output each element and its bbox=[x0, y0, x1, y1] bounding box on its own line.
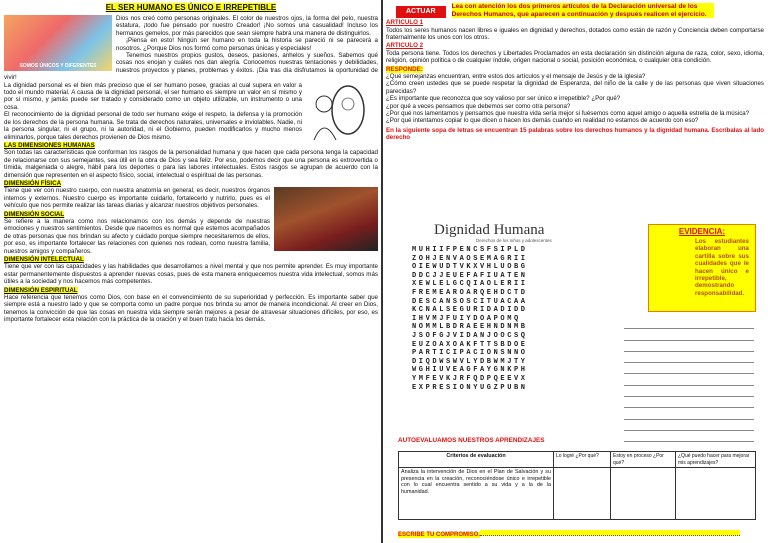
grid-row: OIEWUDTVKXVHLUOBG bbox=[412, 263, 528, 272]
grid-row: EXPRESIONYUGZPUBN bbox=[412, 383, 528, 392]
left-column bbox=[4, 0, 378, 543]
section-heading-spiritual: DIMENSIÓN ESPIRITUAL bbox=[4, 286, 78, 294]
self-evaluation-title: AUTOEVALUAMOS NUESTROS APRENDIZAJES bbox=[398, 437, 545, 444]
dignity-paragraph-2: El reconocimiento de la dignidad personal de todo ser humano exige el respeto, la defensa y la promoción de los derechos de la persona humana. Se trata de derechos naturales, universales e inviolables. Nadie, ni la persona singular, ni el grupo, ni la autoridad, ni el Gobierno, pueden modificarlos y mucho menos eliminarlos, porque tales derechos provienen de Dios mismo. bbox=[4, 111, 302, 141]
grid-row: DIQDWSWVLYDBWMJTY bbox=[412, 357, 528, 366]
evaluation-table bbox=[398, 451, 756, 520]
responde-heading: RESPONDE: bbox=[386, 65, 423, 73]
section-heading-physical: DIMENSIÓN FÍSICA bbox=[4, 179, 62, 187]
section-heading-social: DIMENSIÓN SOCIAL bbox=[4, 210, 65, 218]
grid-row: JSOFGJVIDANJOOCSQ bbox=[412, 331, 528, 340]
column-divider bbox=[381, 0, 383, 543]
mirror-illustration bbox=[306, 82, 378, 142]
kids-caption: SOMOS ÚNICOS Y DIFERENTES bbox=[19, 62, 97, 69]
answer-line[interactable] bbox=[624, 352, 754, 363]
table-cell-criteria: Analiza la intervención de Dios en el Plan de Salvación y su presencia en la creación, reconociéndose único e irrepetible con lo cual encuentra sentido a su vida y a la de la humanidad. bbox=[399, 468, 554, 520]
dimensions-text: Son todas las características que conforman los rasgos de la personalidad humana y que hacen que cada persona tenga la capacidad de relacionarse con sus semejantes, sea útil en la obra de Dios y sea feliz. Por eso, podemos decir que una persona es extrovertida o tímida, malgeniada o alegre, hábil para los deportes o para las labores intelectuales. Estos rasgos se agrupan de acuerdo con la dimensión que representen en el aspecto físico, social, intelectual o espiritual de las personas. bbox=[4, 149, 378, 179]
dignity-paragraph-1: La dignidad personal es el bien más precioso que el ser humano posee, gracias al cual supera en valor a todo el mundo material. A causa de la dignidad personal, el ser humano es siempre un valor en sí mismo y por sí mismo, y jamás puede ser tratado y considerado como un objeto utilizable, un instrumento o una cosa. bbox=[4, 81, 302, 111]
grid-row: NOMMLBDRAEEHNDNMB bbox=[412, 323, 528, 332]
question-1: ¿Qué semejanzas encuentran, entre estos dos artículos y el mensaje de Jesús y de la iglesia? bbox=[386, 73, 646, 81]
answer-line[interactable] bbox=[624, 341, 754, 352]
article-2-title: ARTICULO 2 bbox=[386, 42, 424, 50]
evidence-title: EVIDENCIA: bbox=[678, 227, 726, 236]
table-header-achieved: Lo logré ¿Por qué? bbox=[554, 452, 611, 468]
table-cell-achieved[interactable] bbox=[554, 468, 611, 520]
word-search bbox=[404, 222, 604, 392]
answer-line[interactable] bbox=[624, 386, 754, 397]
table-header-criteria: Criterios de evaluación bbox=[399, 452, 554, 468]
social-text: Se refiere a la manera como nos relacionamos con los demás y depende de nuestras emociones y nuestros sentimientos. Desde que nacemos es normal que estemos acompañados de otras personas que nos brindan su afecto y cuidado porque siempre necesitaremos de ellos, por eso, es importante fortalecer las relaciones con quienes nos rodean, como nuestra familia, nuestros amigos y compañeros. bbox=[4, 217, 270, 255]
table-header-improve: ¿Qué puedo hacer para mejorar mis aprendizajes? bbox=[676, 452, 756, 468]
commitment-line bbox=[398, 530, 740, 539]
commitment-blank[interactable] bbox=[480, 530, 740, 536]
answer-line[interactable] bbox=[624, 363, 754, 374]
grid-row: MUHIIFPENCSFSIPLD bbox=[412, 246, 528, 254]
article-2-text: Toda persona tiene. Todos los derechos y Libertades Proclamados en esta declaración sin distinción alguna de raza, color, sexo, idioma, religión, opinión política o de cualquier índole, origen nacional o social, posición económica, o cualquier otra condición. bbox=[386, 49, 764, 65]
grid-row: ZOHJENVAOSEMAGRII bbox=[412, 254, 528, 263]
intro-paragraph-3: Tenemos nuestros propios gustos, deseos, pasiones, anhelos y sueños. Sabemos qué cosas nos enojan y cuáles nos dan alegría. Conocemos nuestras tentaciones y debilidades, nuestros proyectos y planes, problemas y éxitos. ¡Dia tras día disfrutamos la oportunidad de vivir! bbox=[4, 52, 378, 82]
question-6: ¿Por qué intentamos copiar lo que dicen o hacen los demás cuando en realidad no estamos de acuerdo con eso? bbox=[386, 117, 699, 125]
question-4: ¿por qué a veces pensamos que debemos ser como otra persona? bbox=[386, 102, 571, 110]
answer-line[interactable] bbox=[624, 318, 754, 329]
commitment-label: ESCRIBE TU COMPROMISO. bbox=[398, 532, 481, 538]
evidence-box bbox=[648, 224, 756, 312]
answer-line[interactable] bbox=[624, 431, 754, 442]
section-heading-intellectual: DIMENSIÓN INTELECTUAL bbox=[4, 256, 84, 263]
right-column bbox=[386, 0, 764, 543]
intro-paragraph-2: ¡Piensa en esto! Ningún ser humano en toda la historia se pareció ni se parecerá a nosotros. ¿Porque Dios nos formó como personas únicas y especiales! bbox=[116, 37, 378, 52]
question-5: ¿Por qué nos lamentamos y pensamos que nuestra vida sería mejor si fuésemos como aquel amigo o aquella estrella de la música? bbox=[386, 110, 750, 118]
answer-line[interactable] bbox=[624, 420, 754, 431]
kids-illustration bbox=[4, 15, 112, 71]
grid-row: DESCANSOSCITUACAA bbox=[412, 297, 528, 306]
grid-row: DDCJJEUEFAFIUATEN bbox=[412, 271, 528, 280]
instruction-text: Lea con atención los dos primeros artículos de la Declaración universal de los Derechos Humanos, que aparecen a continuación y después realicen el ejercicio. bbox=[452, 3, 714, 18]
evidence-text: Los estudiantes elaboran una cartilla sobre sus cualidades que le hacen único e irrepetible, demostrando responsabilidad. bbox=[695, 238, 749, 297]
question-3: ¿Es importante que reconozca que soy valioso por ser único e irrepetible? ¿Por qué? bbox=[386, 95, 621, 103]
spiritual-text: Hace referencia que tenemos como Dios, con base en el convencimiento de su superioridad y perfección. Es importante saber que siempre está a nuestro lado y que se comporta como un padre porque nos brinda su amor de manera incondicional. Al creer en Dios, tenemos la convicción de que las cosas en nuestra vida siempre serán mejores a pesar de atravesar situaciones difíciles, por eso, es importante fortalecer esta relación con la práctica de la oración y el buen trato hacia los demás. bbox=[4, 294, 378, 324]
question-2: ¿Cómo creen ustedes que se puede respetar la dignidad de Esperanza, del niño de la calle y de las personas que viven situaciones parecidas? bbox=[386, 80, 764, 95]
intro-paragraph-1: Dios nos creó como personas originales. El color de nuestros ojos, la forma del pelo, nuestra estatura, ¡todo fue pensado por nuestro Creador! ¡No somos una casualidad! Incluso los hermanos gemelos, por más parecidos que sean siempre habrá una manera de distinguirlos. bbox=[116, 15, 378, 37]
grid-row: EUZOAXOAKFTTSBDOE bbox=[412, 340, 528, 349]
answer-line[interactable] bbox=[624, 329, 754, 340]
article-1-text: Todos los seres humanos nacen libres e iguales en dignidad y derechos, dotados como están de razón y Conciencia deben comportarse fraternalmente los unos con los otros. bbox=[386, 26, 764, 41]
grid-row: PARTICIPACIONSNNO bbox=[412, 349, 528, 358]
soup-instruction: En la siguiente sopa de letras se encuentran 15 palabras sobre los derechos humanos y la dignidad humana. Escríbalas al lado derecho bbox=[386, 126, 764, 142]
word-search-subtitle: Derechos de los niños y adolescentes bbox=[476, 238, 552, 243]
answer-lines[interactable] bbox=[624, 318, 754, 442]
answer-line[interactable] bbox=[624, 397, 754, 408]
section-heading-dimensions: LAS DIMENSIONES HUMANAS bbox=[4, 141, 95, 149]
grid-row: WGHIUVEAGFAYGNKPH bbox=[412, 366, 528, 375]
grid-row: XEWLELGCQIAOLERII bbox=[412, 280, 528, 289]
word-search-title: Dignidad Humana bbox=[434, 222, 545, 238]
intellectual-text: Tiene que ver con las capacidades y las habilidades que desarrollamos a nivel mental y que nos permite aprender. Es muy importante estar permanentemente dispuestos a aprender nuevas cosas, pues de esta manera enriquecemos nuestra vida intelectual, somos más útiles a la sociedad y nos hacemos más competentes. bbox=[4, 263, 378, 286]
physical-text: Tiene que ver con nuestro cuerpo, con nuestra anatomía en general, es decir, nuestros órganos internos y externos. Nuestro cuerpo es importante cuidarlo, fortalecerlo y nutrirlo, pues es el vehículo que nos permite realizar las tareas diarias y alcanzar nuestros objetivos personales. bbox=[4, 187, 270, 210]
grid-row: KCNALSEGURIDADIDD bbox=[412, 306, 528, 315]
page-title: EL SER HUMANO ES ÚNICO E IRREPETIBLE bbox=[105, 3, 277, 12]
actuar-label: ACTUAR bbox=[396, 6, 446, 18]
table-cell-improve[interactable] bbox=[676, 468, 756, 520]
letter-grid bbox=[404, 246, 604, 392]
grid-row: YMFEVKJRFQDPQEEVX bbox=[412, 374, 528, 383]
grid-row: FREMEAROARQEHDCTD bbox=[412, 288, 528, 297]
grid-row: IHVMJFUIYDOAPOMQ bbox=[412, 314, 521, 323]
answer-line[interactable] bbox=[624, 374, 754, 385]
people-photo bbox=[274, 187, 378, 251]
article-1-title: ARTICULO 1 bbox=[386, 19, 424, 27]
table-cell-in-process[interactable] bbox=[611, 468, 676, 520]
table-header-in-process: Estoy en proceso ¿Por qué? bbox=[611, 452, 676, 468]
answer-line[interactable] bbox=[624, 408, 754, 419]
